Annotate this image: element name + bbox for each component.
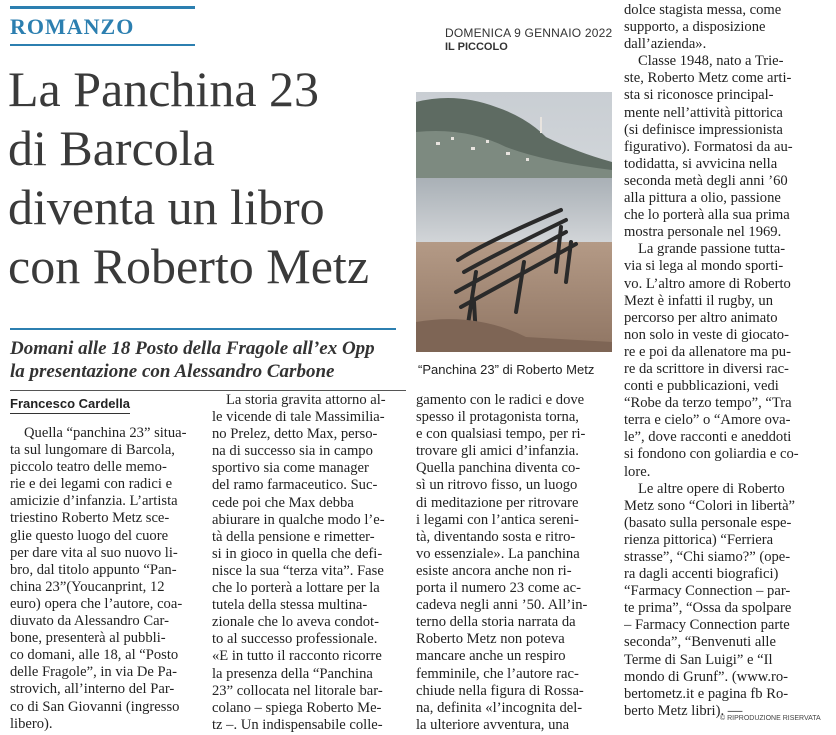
text-line: abiurare in qualche modo l’e- bbox=[212, 511, 385, 528]
text-line: seconda metà degli anni ’60 bbox=[624, 172, 788, 189]
text-line: na di successo sia in campo bbox=[212, 443, 373, 460]
article-column-1 bbox=[10, 425, 198, 733]
text-line: triestino Roberto Metz sce- bbox=[10, 510, 170, 527]
text-line: la presenza della “Panchina bbox=[212, 665, 373, 682]
text-line: terno della storia narrata da bbox=[416, 614, 576, 631]
text-line: na, definita «l’incognita del- bbox=[416, 699, 583, 716]
subtitle-rule bbox=[10, 328, 396, 330]
headline-line: La Panchina 23 bbox=[8, 61, 320, 117]
text-line: – Farmacy Connection parte bbox=[624, 617, 790, 634]
text-line: cadeva negli anni ’50. All’in- bbox=[416, 597, 588, 614]
text-line: gamento con le radici e dove bbox=[416, 392, 585, 408]
text-line: seconda”, “Benvenuti alle bbox=[624, 634, 776, 651]
text-line: Le altre opere di Roberto bbox=[638, 480, 785, 497]
text-line: co domani, alle 18, al “Posto bbox=[10, 647, 179, 664]
text-line: tz –. Un indispensabile colle- bbox=[212, 716, 383, 733]
byline-rule bbox=[10, 390, 406, 391]
subtitle-line: la presentazione con Alessandro Carbone bbox=[10, 361, 335, 382]
text-line: “Robe da terzo tempo”, “Tra bbox=[624, 395, 792, 412]
text-line: china 23”(Youcanprint, 12 bbox=[10, 578, 165, 595]
text-line: bertometz.it e pagina fb Ro- bbox=[624, 685, 789, 702]
text-line: di meditazione per ritrovare bbox=[416, 494, 579, 511]
text-line: nisce la sua “terza vita”. Fase bbox=[212, 562, 384, 579]
text-line: trovare gli amici d’infanzia. bbox=[416, 443, 579, 460]
text-line: “Farmacy Connection – par- bbox=[624, 583, 791, 600]
text-line: femminile, che l’autore rac- bbox=[416, 665, 579, 682]
section-top-rule bbox=[10, 6, 195, 9]
text-line: supporto, a disposizione bbox=[624, 19, 766, 36]
text-line: te prima”, “Ossa da spolpare bbox=[624, 600, 792, 617]
text-line: strovich, all’interno del Par- bbox=[10, 681, 175, 698]
text-line: (basato sulla personale espe- bbox=[624, 514, 792, 531]
subtitle-line: Domani alle 18 Posto della Fragole all’ex Opp bbox=[10, 338, 375, 359]
text-line: Terme di San Luigi” e “Il bbox=[624, 651, 773, 668]
text-line: zionale che lo aveva condot- bbox=[212, 614, 379, 631]
text-line: le vicende di tale Massimilia- bbox=[212, 409, 385, 426]
text-line: terra e cielo” o “Amore ova- bbox=[624, 412, 791, 429]
copyright-notice: © RIPRODUZIONE RISERVATA bbox=[720, 715, 821, 722]
text-line: via si lega al mondo sporti- bbox=[624, 258, 784, 275]
text-line: cede poi che Max debba bbox=[212, 494, 354, 511]
text-line: dolce stagista messa, come bbox=[624, 2, 782, 18]
text-line: Mezt è infatti il rugby, un bbox=[624, 292, 774, 309]
dateline: DOMENICA 9 GENNAIO 2022 bbox=[445, 26, 613, 40]
text-line: non solo in veste di giocato- bbox=[624, 326, 789, 343]
text-line: La grande passione tuttа- bbox=[638, 241, 786, 258]
text-line: colano – spiega Roberto Me- bbox=[212, 699, 382, 716]
text-line: sta si riconosce principal- bbox=[624, 87, 774, 104]
text-line: chiude nella figura di Rossa- bbox=[416, 682, 584, 699]
text-line: bone, presenterà al pubbli- bbox=[10, 630, 166, 647]
text-line: e con qualsiasi tempo, per ri- bbox=[416, 426, 586, 443]
headline-line: diventa un libro bbox=[8, 179, 325, 235]
text-line: per dare vita al suo nuovo li- bbox=[10, 544, 178, 561]
text-line: conti e pubblicazioni, vedi bbox=[624, 378, 779, 395]
text-line: si in gioco in quella che defi- bbox=[212, 545, 383, 562]
text-line: mancare anche un respiro bbox=[416, 648, 566, 665]
text-line: tutela della stessa multina- bbox=[212, 597, 368, 614]
bench-photo bbox=[416, 92, 612, 352]
text-line: porta il numero 23 come ac- bbox=[416, 580, 581, 597]
text-line: ra dagli accenti biografici) bbox=[624, 566, 779, 583]
headline-line: di Barcola bbox=[8, 120, 215, 176]
byline: Francesco Cardella bbox=[10, 396, 130, 411]
text-line: del ramo farmaceutico. Suc- bbox=[212, 477, 378, 494]
photo-caption: “Panchina 23” di Roberto Metz bbox=[418, 362, 595, 377]
text-line: Metz sono “Colori in libertà” bbox=[624, 497, 796, 514]
text-line: todidatta, si avvicina nella bbox=[624, 155, 778, 172]
text-line: le”, dove racconti e aneddoti bbox=[624, 429, 792, 446]
text-line: strasse”, “Chi siamo?” (ope- bbox=[624, 549, 791, 565]
text-line: vo essenziale». La panchina bbox=[416, 545, 580, 562]
text-line: Quella panchina diventa co- bbox=[416, 460, 581, 477]
text-line: che lo porterà a lottare per la bbox=[212, 580, 380, 597]
headline-line: con Roberto Metz bbox=[8, 238, 370, 294]
text-line: lore. bbox=[624, 463, 651, 480]
article-column-2 bbox=[212, 392, 404, 734]
text-line: vo. L’altro amore di Roberto bbox=[624, 275, 791, 292]
text-line: dall’azienda». bbox=[624, 36, 707, 53]
text-line: tà della pensione e rimetter- bbox=[212, 528, 375, 545]
text-line: no Prelez, detto Max, perso- bbox=[212, 426, 378, 443]
text-line: percorso per altro animato bbox=[624, 309, 778, 326]
text-line: diuvato da Alessandro Car- bbox=[10, 613, 169, 630]
text-line: re e poi da allenatore ma pu- bbox=[624, 343, 791, 360]
text-line: delle Fragole”, in via De Pa- bbox=[10, 664, 177, 681]
article-column-3 bbox=[416, 392, 612, 734]
section-label: ROMANZO bbox=[10, 14, 135, 39]
text-line: 23” collocata nel litorale bar- bbox=[212, 682, 383, 699]
text-line: spesso il protagonista torna, bbox=[416, 409, 579, 426]
text-line: ta sul lungomare di Barcola, bbox=[10, 442, 175, 459]
text-line: rie e dei legami con radici e bbox=[10, 476, 173, 493]
text-line: sportivo sia come manager bbox=[212, 460, 369, 477]
subtitle bbox=[10, 337, 405, 383]
text-line: alla pittura a olio, passione bbox=[624, 190, 781, 207]
text-line: «E in tutto il racconto ricorre bbox=[212, 648, 382, 665]
text-line: figurativo). Formatosi da au- bbox=[624, 138, 793, 155]
text-line: tà, diventando sosta e ritro- bbox=[416, 528, 576, 545]
text-line: mondo di Grunf”. (www.ro- bbox=[624, 668, 789, 685]
text-line: re da scrittore in diversi rac- bbox=[624, 360, 789, 377]
text-line: si fondono con goliardia e co- bbox=[624, 446, 799, 463]
text-line: i legami con l’antica sereni- bbox=[416, 511, 579, 528]
text-line: ste, Roberto Metz come arti- bbox=[624, 70, 792, 87]
text-line: Roberto Metz non poteva bbox=[416, 631, 565, 648]
text-line: bro, dal titolo appunto “Pan- bbox=[10, 561, 177, 578]
text-line: libero). bbox=[10, 715, 53, 732]
text-line: rienza pittorica) “Ferriera bbox=[624, 531, 774, 548]
sea bbox=[416, 178, 612, 246]
text-line: (si definisce impressionista bbox=[624, 121, 783, 138]
text-line: berto Metz libri). — bbox=[624, 702, 743, 719]
text-line: co di San Giovanni (ingresso bbox=[10, 698, 180, 715]
text-line: la ulteriore avventura, una bbox=[416, 716, 570, 733]
text-line: euro) opera che l’autore, coa- bbox=[10, 595, 183, 612]
text-line: Classe 1948, nato a Trie- bbox=[638, 53, 784, 70]
text-line: esiste ancora anche non ri- bbox=[416, 562, 572, 579]
text-line: Quella “panchina 23” situa- bbox=[24, 425, 187, 441]
headline bbox=[8, 60, 408, 296]
text-line: mente nell’attività pittorica bbox=[624, 104, 783, 121]
section-bottom-rule bbox=[10, 44, 195, 46]
text-line: che lo porterà alla sua prima bbox=[624, 207, 790, 224]
text-line: sì un ritrovo fisso, un luogo bbox=[416, 477, 578, 494]
text-line: piccolo teatro delle memo- bbox=[10, 459, 167, 476]
text-line: La storia gravita attorno al- bbox=[226, 392, 386, 408]
article-column-4 bbox=[624, 2, 826, 720]
text-line: to al successo professionale. bbox=[212, 631, 378, 648]
newspaper-name: IL PICCOLO bbox=[445, 41, 508, 53]
text-line: glie questo luogo del cuore bbox=[10, 527, 169, 544]
text-line: mostra personale nel 1969. bbox=[624, 224, 782, 241]
byline-underline bbox=[10, 413, 130, 414]
text-line: amicizie d’infanzia. L’artista bbox=[10, 493, 178, 510]
